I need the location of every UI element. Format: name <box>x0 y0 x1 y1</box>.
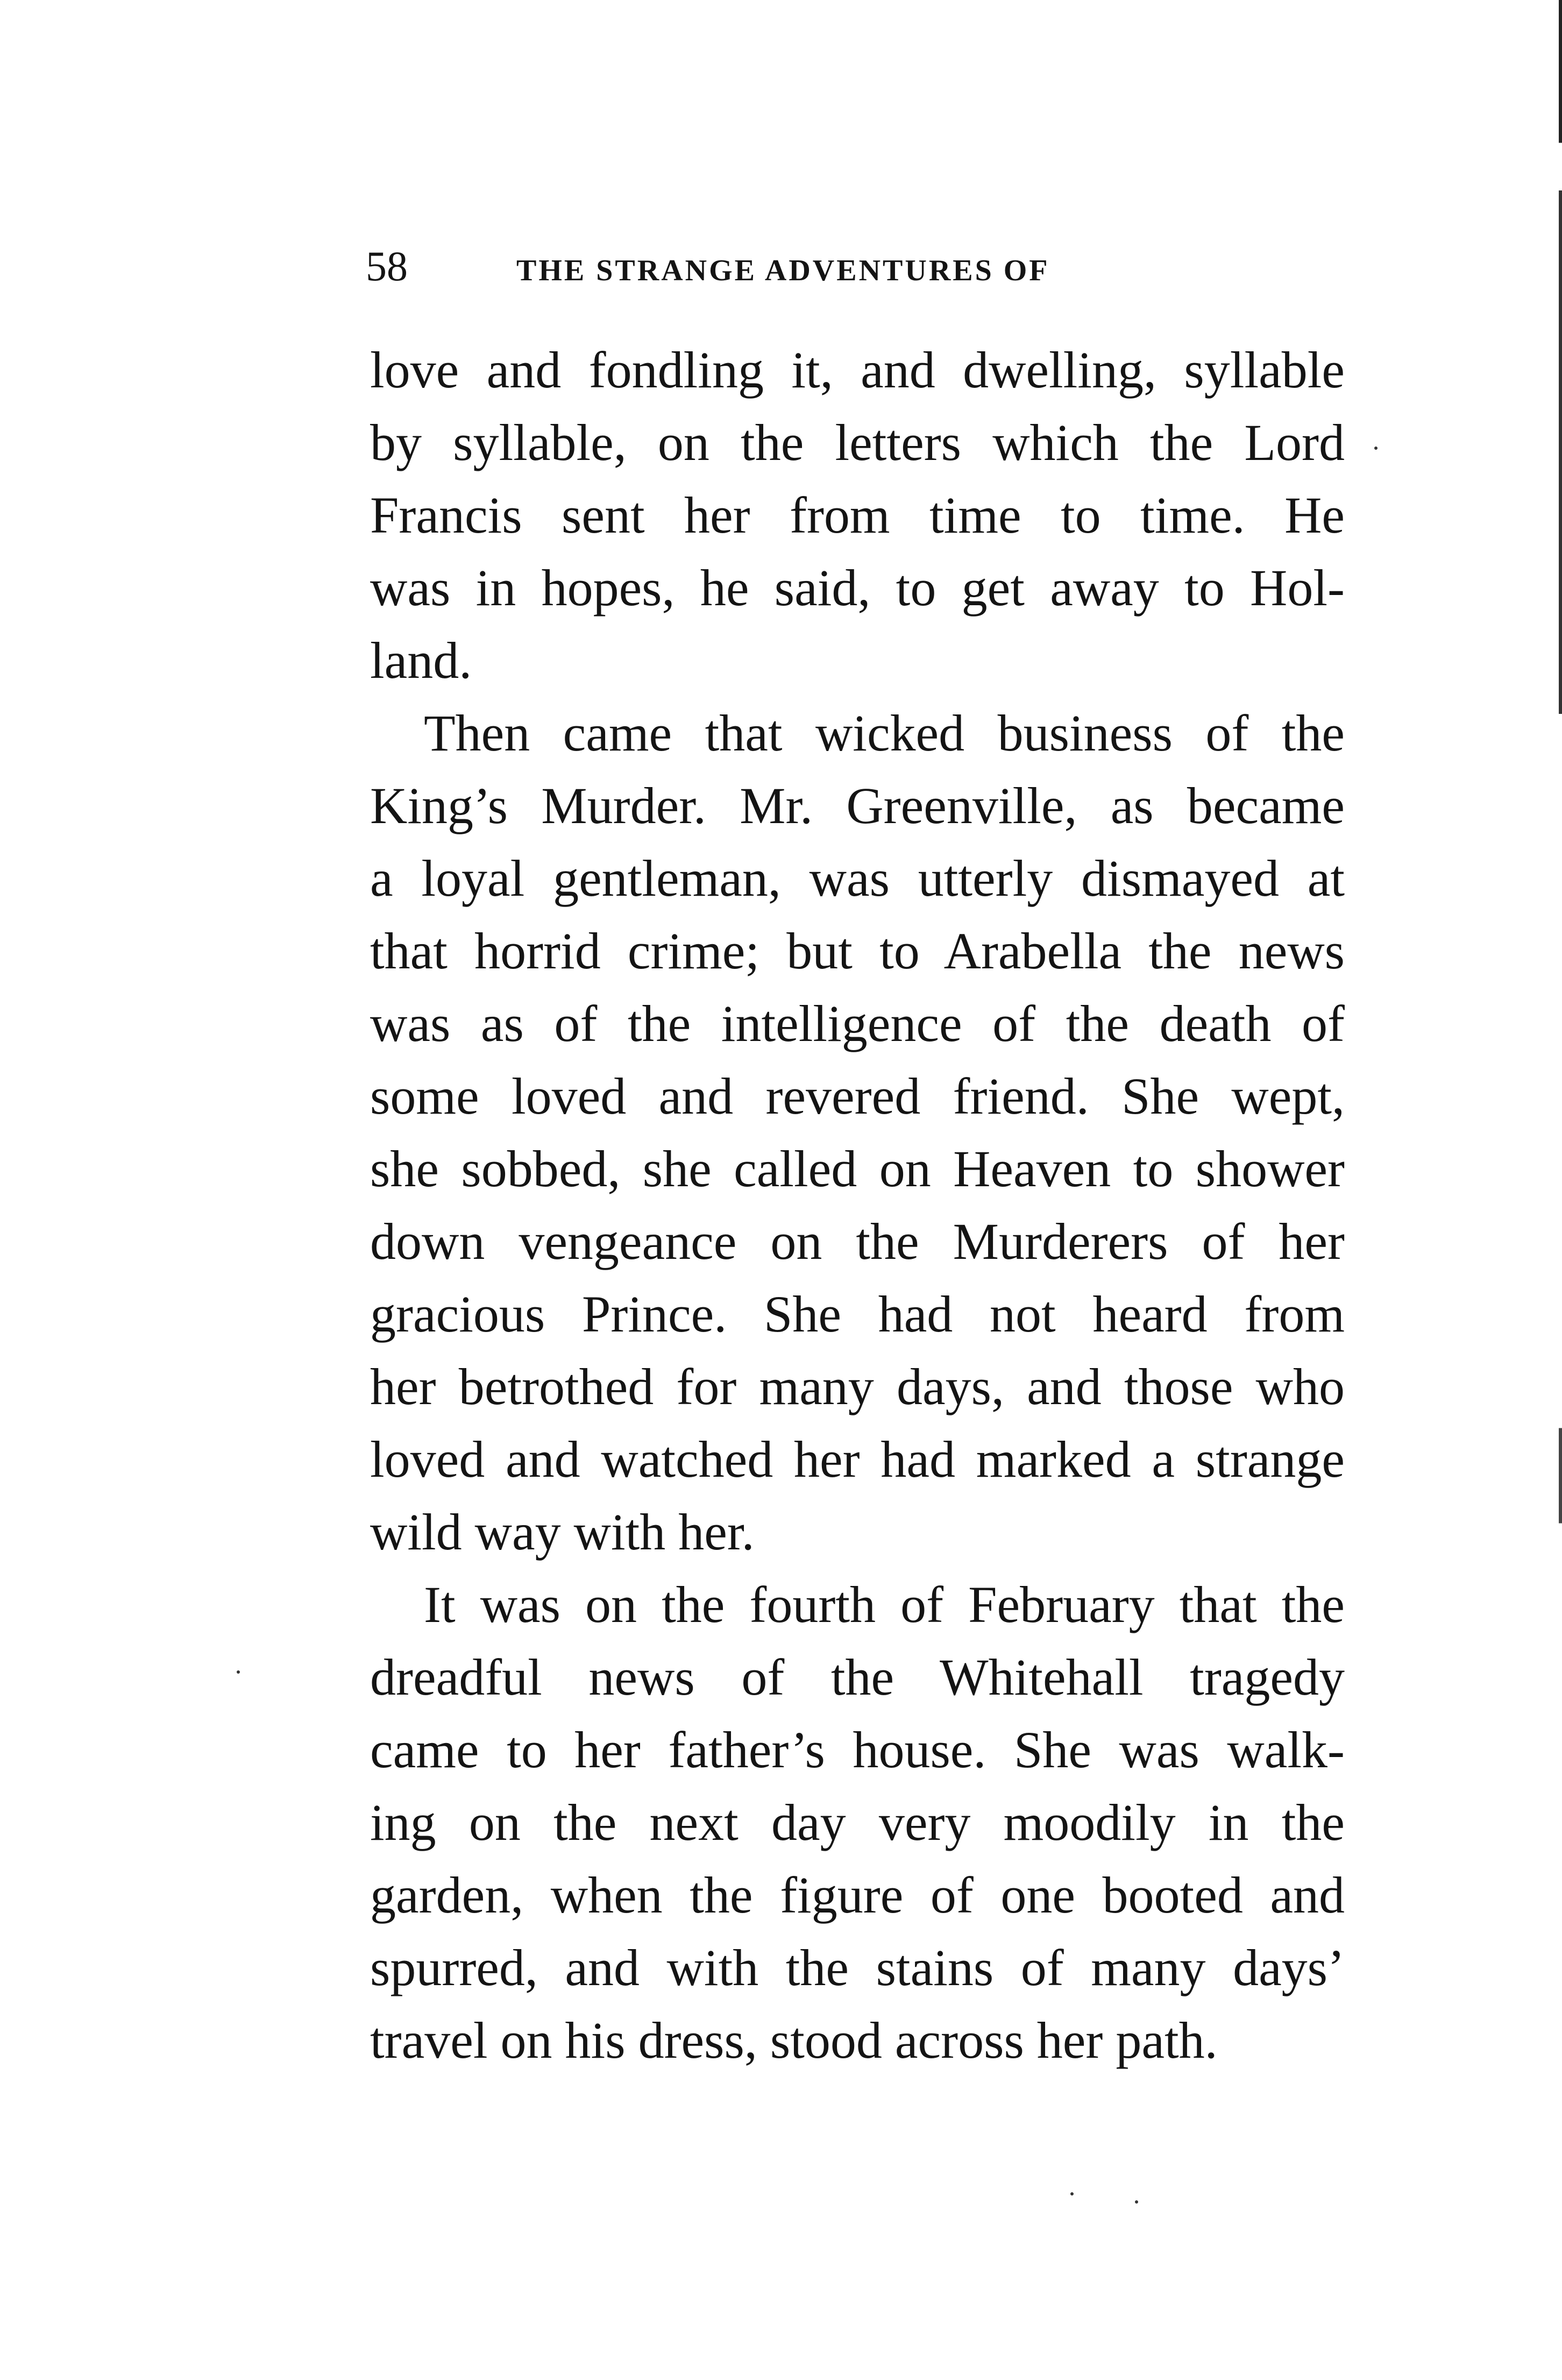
text-line: love and fondling it, and dwelling, syllable <box>370 341 1345 399</box>
text-line: Then came that wicked business of the <box>424 704 1345 762</box>
text-line: land. <box>370 632 472 689</box>
text-line: dreadful news of the Whitehall tragedy <box>370 1648 1345 1706</box>
text-line: wild way with her. <box>370 1503 755 1561</box>
text-line: loved and watched her had marked a strange <box>370 1430 1345 1488</box>
page-header <box>366 237 1350 296</box>
text-line: ing on the next day very moodily in the <box>370 1794 1345 1851</box>
text-line: King’s Murder. Mr. Greenville, as became <box>370 777 1345 834</box>
text-line: garden, when the figure of one booted and <box>370 1866 1345 1924</box>
text-line: It was on the fourth of February that the <box>424 1576 1345 1633</box>
text-line: her betrothed for many days, and those who <box>370 1358 1345 1415</box>
ink-speck <box>237 1670 240 1674</box>
running-title: THE STRANGE ADVENTURES OF <box>516 254 1050 287</box>
text-line: was in hopes, he said, to get away to Hol- <box>370 559 1345 617</box>
text-line: travel on his dress, stood across her path. <box>370 2011 1218 2069</box>
page-edge-shadow <box>1559 0 1562 2380</box>
text-line: a loyal gentleman, was utterly dismayed at <box>370 849 1345 907</box>
text-line: that horrid crime; but to Arabella the news <box>370 922 1345 980</box>
text-line: she sobbed, she called on Heaven to shower <box>370 1140 1345 1198</box>
text-line: gracious Prince. She had not heard from <box>370 1285 1345 1343</box>
ink-speck <box>1374 447 1378 450</box>
body-text <box>370 334 1345 2077</box>
text-line: down vengeance on the Murderers of her <box>370 1213 1345 1270</box>
text-line: was as of the intelligence of the death of <box>370 995 1345 1052</box>
text-line: Francis sent her from time to time. He <box>370 486 1345 544</box>
paragraph-1 <box>370 334 1345 697</box>
ink-speck <box>1070 2192 1074 2195</box>
text-line: spurred, and with the stains of many days’ <box>370 1939 1345 1996</box>
text-line: by syllable, on the letters which the Lord <box>370 414 1345 471</box>
paragraph-2 <box>370 697 1345 1568</box>
text-line: came to her father’s house. She was walk- <box>370 1721 1345 1779</box>
text-line: some loved and revered friend. She wept, <box>370 1067 1345 1125</box>
ink-speck <box>1135 2200 1138 2204</box>
paragraph-3 <box>370 1568 1345 2077</box>
page-number: 58 <box>366 243 408 289</box>
